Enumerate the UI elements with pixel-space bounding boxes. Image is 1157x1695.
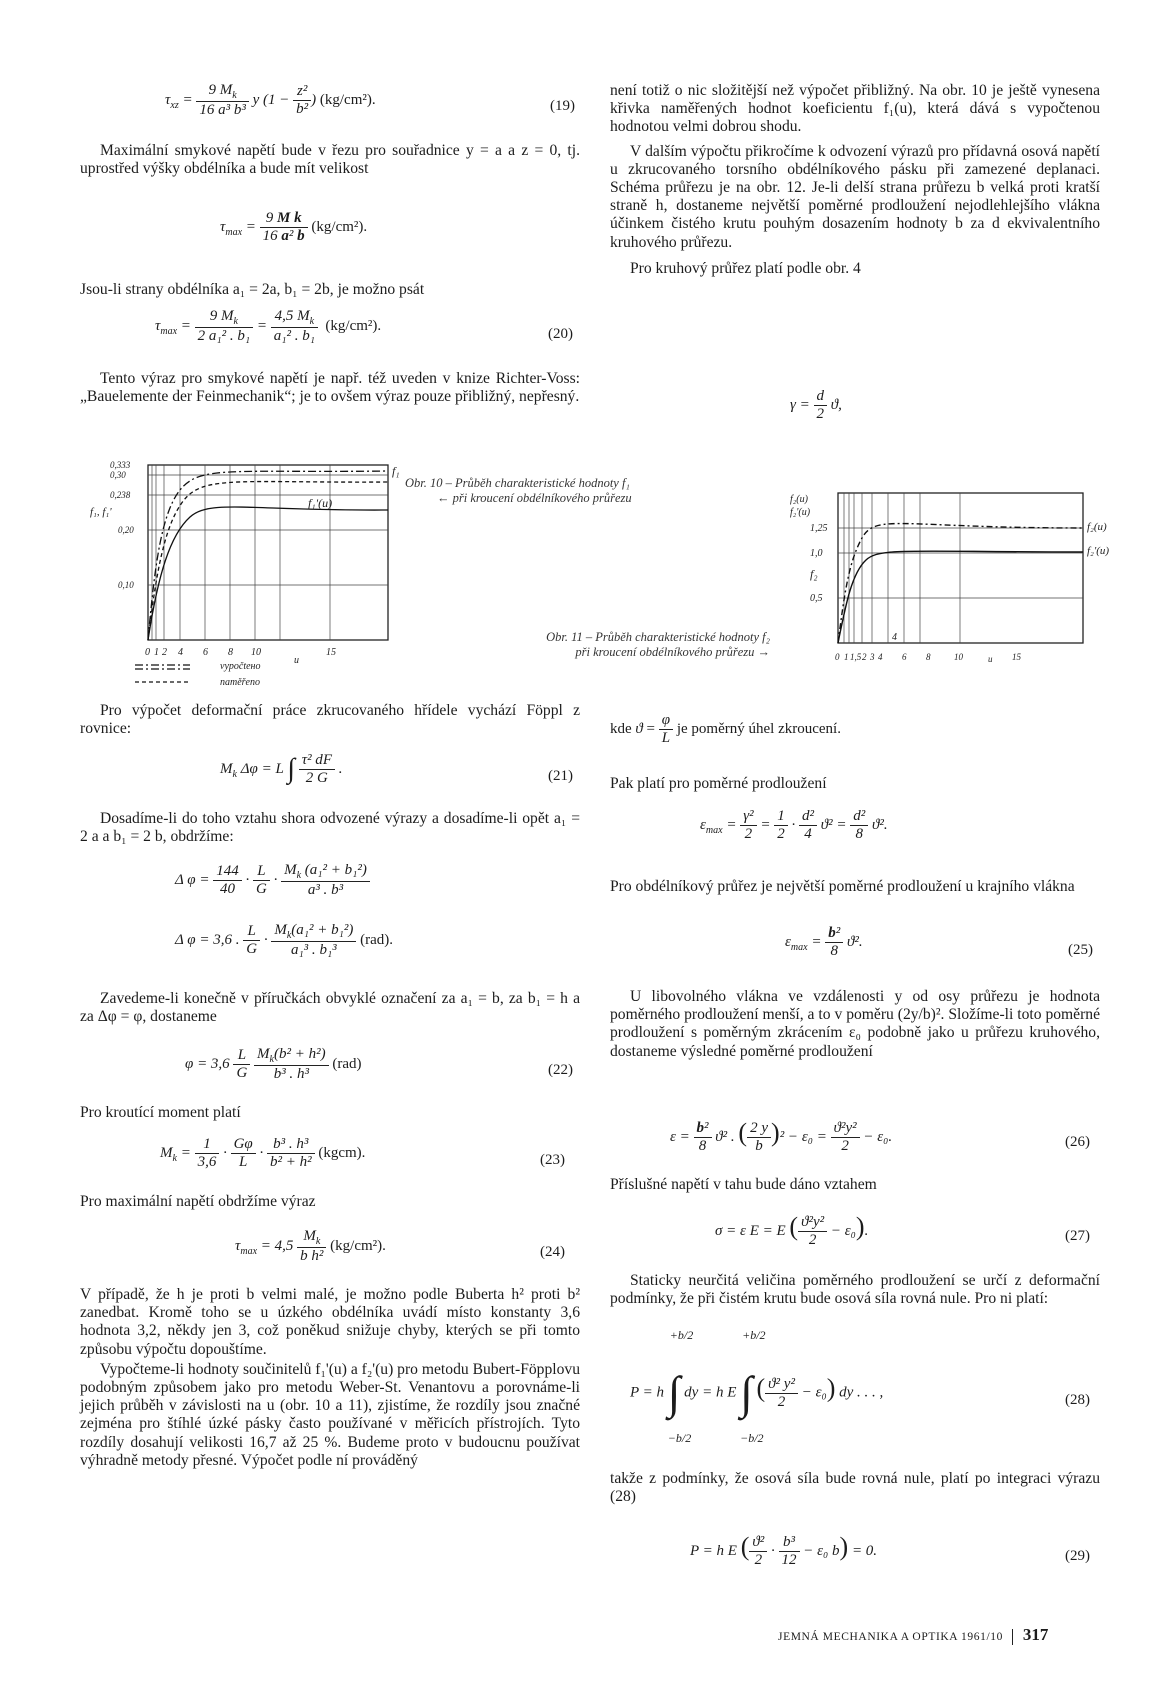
fig10-y-ticks: [110, 460, 134, 590]
equation-emax-1: $\varepsilon_{max}$ = $\frac{\text{γ²}}{2}$ = $\frac{1}{2}$ · $\frac{\text{d²}}{4}$ ϑ² = $\frac{\text{d²}}{8}$ ϑ².: [700, 808, 888, 842]
fig11-xtick-10: 10: [954, 652, 963, 662]
equation-number-25: (25): [1068, 942, 1093, 958]
fig11-label-a: f₂(u): [1087, 521, 1107, 533]
equation-22: φ = 3,6 $\frac{L}{G}$ $\frac{M_k(b^2 + h^2)}{\text{b³ . h³}}$ (rad): [185, 1046, 362, 1082]
fig10-legend-calculated: vypočtено: [220, 661, 261, 672]
equation-number-19: (19): [550, 98, 575, 114]
left-top-paragraph-2: Jsou-li strany obdélníka a₁ = 2a, b₁ = 2b, je možno psát: [80, 281, 425, 298]
fig10-xtick-15: 15: [326, 647, 336, 658]
equation-number-21: (21): [548, 768, 573, 784]
equation-number-22: (22): [548, 1062, 573, 1078]
left-top-paragraph-1: Maximální smykové napětí bude v řezu pro souřadnice y = a a z = 0, tj. uprostřed výšky obdélníka a bude mít velikost: [80, 142, 580, 178]
equation-28: P = h +b/2 ∫ −b/2 dy = h E +b/2 ∫ −b/2 ( $\frac{\text{ϑ² y²}}{2}$ − ε₀) dy . . . ,: [630, 1328, 884, 1445]
fig10-xtick-2: 2: [162, 647, 167, 658]
fig10-xtick-10: 10: [251, 647, 261, 658]
left-bottom-paragraph-4: Pro kroutící moment platí: [80, 1104, 241, 1121]
right-bottom-paragraph-2: Pak platí pro poměrné prodloužení: [610, 775, 827, 792]
fig10-frame: [148, 465, 388, 640]
right-bottom-paragraph-6: Staticky neurčitá veličina poměrného prodloužení se určí z deformační podmínky, že při čistém krutu bude osová síla rovná nule. Pro ni platí:: [610, 1272, 1100, 1308]
fig11-marker-4: 4: [892, 632, 897, 643]
equation-20: $\tau_{max}$ = $\frac{9 M_k}{\text{2 a₁² . b₁}}$ = $\frac{4,5 M_k}{\text{a₁² . b₁}}$ (kg/cm²).: [155, 308, 382, 344]
figure-10-caption: Obr. 10 – Průběh charakteristické hodnoty f₁ ← při kroucení obdélníkového průřezu: [405, 476, 632, 505]
fig11-xlabel: u: [988, 654, 993, 664]
figure-11-chart: [780, 488, 1125, 668]
fig10-legend: [135, 661, 261, 688]
equation-delta-phi-2: Δ φ = 3,6 . $\frac{L}{G}$ · $\frac{M_k(a_1^2 + b_1^2)}{\text{a₁³ . b₁³}}$ (rad).: [175, 922, 393, 958]
left-top-paragraph-3: Tento výraz pro smykové napětí je např. též uveden v knize Richter-Voss: „Bauelemente der Feinmechanik“; je to ovšem výraz pouze přibližný, nepřesný.: [80, 370, 580, 406]
equation-tmax: $\tau_{max}$ = $\frac{\text{9 M k}}{\text{16 a² b}}$ (kg/cm²).: [220, 210, 368, 244]
fig11-xtick-4: 4: [878, 652, 883, 662]
right-top-text: není totiž o nic složitější než výpočet přibližný. Na obr. 10 je ještě vynesena křivka naměřených hodnot koeficientu f₁(u), která dává s vypočtenou hodnotou velmi dobrou shodu. V dalším výpočtu přikročíme k odvození výrazů pro přídavná osová napětí u zkrucovaného torsního obdélníkového pásku při zamezené deplanaci. Schéma průřezu je na obr. 12. Je-li delší strana průřezu b velká proti kratší straně h, dostaneme největší poměrné prodloužení nejodlehlejšího vlákna účinkem čistého krutu pouhým dosazením hodnoty b za d ekvivalentního kruhového průřezu. Pro kruhový průřez platí podle obr. 4: [610, 82, 1100, 277]
left-bottom-paragraph-1: Pro výpočet deformační práce zkrucovaného hřídele vychází Föppl z rovnice:: [80, 702, 580, 738]
equation-number-20: (20): [548, 326, 573, 342]
equation-23: $M_k$ = $\frac{1}{3,6}$ · $\frac{G\varphi}{L}$ · $\frac{\text{b³ . h³}}{\text{b² + h²}}$ (kgcm).: [160, 1136, 366, 1170]
fig11-xtick-15: 15: [1012, 652, 1021, 662]
equation-29: P = h E ( $\frac{\text{ϑ²}}{2}$ · $\frac{\text{b³}}{12}$ − ε₀ b) = 0.: [690, 1532, 878, 1569]
right-bottom-paragraph-4: U libovolného vlákna ve vzdálenosti y od osy průřezu je hodnota poměrného prodloužení menší, a to v poměru (2y/b)². Složíme-li toto poměrné prodloužení s poměrným zkrácením ε₀ podobně jako u průřezu kruhového, dostaneme výsledné poměrné prodloužení: [610, 988, 1100, 1060]
left-bottom-paragraph-6: V případě, že h je proti b velmi malé, je možno podle Buberta h² proti b² zanedbat. Kromě toho se u úzkého obdélníka uvádí místo konstanty 3,6 hodnota 3,2, někdy jen 3, což poněkud snižuje chyby, kterých se při tomto způsobu výpočtu dopouštíme. Vypočteme-li hodnoty součinitelů f₁'(u) a f₂'(u) pro metodu Bubert-Föpplovu podobným způsobem jako pro metodu Weber-St. Venantovu a porovnáme-li jejich průběh v závislosti na u (obr. 10 a 11), zjistíme, že rozdíly jsou značné zejména pro štíhlé úzké pásky často používané v měřicích přístrojích. Tyto rozdíly dosahují velikosti 16,7 až 25 %. Budeme proto v budoucnu používat výhradně metody přesné. Výpočet podle ní prováděný: [80, 1286, 580, 1469]
fig11-xtick-8: 8: [926, 652, 931, 662]
fig10-curve-f1-calculated: [148, 471, 388, 640]
fig11-curve-f2p: [838, 551, 1083, 643]
fig11-xtick-3: 3: [870, 652, 875, 662]
right-bottom-paragraph-7: takže z podmínky, že osová síla bude rovná nule, platí po integraci výrazu (28): [610, 1470, 1100, 1506]
fig10-legend-measured: naměřeno: [220, 677, 260, 688]
footer-divider: [1012, 1629, 1013, 1645]
fig10-grid: [148, 465, 388, 640]
fig11-xtick-0: 0: [835, 652, 840, 662]
left-bottom-paragraph-2: Dosadíme-li do toho vztahu shora odvozené výrazy a dosadíme-li opět a₁ = 2 a a b₁ = 2 b, obdržíme:: [80, 810, 580, 846]
left-bottom-paragraph-3: Zavedeme-li konečně v příručkách obvyklé označení za a₁ = b, za b₁ = h a za Δφ = φ, dostaneme: [80, 990, 580, 1026]
fig10-xtick-6: 6: [203, 647, 208, 658]
equation-21: $M_k$ Δφ = L ∫ $\frac{\text{τ² dF}}{2 G}$ .: [220, 752, 343, 786]
figure-11-caption: Obr. 11 – Průběh charakteristické hodnoty f₂ při kroucení obdélníkového průřezu →: [546, 630, 770, 659]
left-bottom-paragraph-5: Pro maximální napětí obdržíme výraz: [80, 1193, 316, 1210]
fig10-curve-f1p: [148, 507, 388, 640]
fig11-ylabel-f2: f₂: [810, 567, 818, 581]
equation-number-23: (23): [540, 1152, 565, 1168]
equation-gamma: γ = $\frac{d}{2}$ ϑ,: [790, 388, 842, 422]
equation-19: $\tau_{xz}$ = $\frac{9 M_k}{\text{16 a³ b³}}$ y (1 − $\frac{\text{z²}}{\text{b²}}$ ) (kg/cm²).: [165, 82, 376, 118]
equation-24: $\tau_{max} = 4,5$ $\frac{M_k}{\text{b h²}}$ (kg/cm²).: [235, 1228, 386, 1264]
fig11-xtick-15a: 1,5: [850, 652, 862, 662]
fig11-label-b: f₂'(u): [1087, 545, 1110, 557]
equation-number-29: (29): [1065, 1548, 1090, 1564]
fig10-xtick-8: 8: [228, 647, 233, 658]
fig10-xlabel: u: [294, 655, 299, 666]
equation-number-27: (27): [1065, 1228, 1090, 1244]
fig10-xtick-0: 0: [145, 647, 150, 658]
fig11-xtick-2: 2: [862, 652, 867, 662]
fig10-curve-f1-measured: [148, 482, 388, 640]
equation-number-28: (28): [1065, 1392, 1090, 1408]
right-bottom-paragraph-5: Příslušné napětí v tahu bude dáno vztahem: [610, 1176, 877, 1193]
fig11-ytick-1: 1,25: [810, 523, 828, 534]
fig10-ytick-5: 0,10: [118, 580, 134, 590]
equation-26: ε = $\frac{\text{b²}}{8}$ ϑ² . ( $\frac{2 y}{b}$ )² − ε₀ = $\frac{\text{ϑ²y²}}{2}$ − ε₀.: [670, 1118, 893, 1155]
equation-delta-phi-1: Δ φ = $\frac{144}{40}$ · $\frac{L}{G}$ · $\frac{M_k (a_1^2 + b_1^2)}{\text{a³ . b³}}$: [175, 862, 370, 899]
footer-journal: JEMNÁ MECHANIKA A OPTIKA 1961/10: [778, 1631, 1003, 1643]
equation-number-24: (24): [540, 1244, 565, 1260]
fig11-xtick-6: 6: [902, 652, 907, 662]
fig10-curves: [148, 471, 388, 640]
fig10-label-f1: f₁: [392, 464, 400, 478]
fig10-ytick-4: 0,20: [118, 525, 134, 535]
fig11-curve-f2: [838, 524, 1083, 643]
equation-25: $\varepsilon_{max}$ = $\frac{\text{b²}}{8}$ ϑ².: [785, 925, 863, 959]
fig10-ytick-2: 0,30: [110, 470, 126, 480]
right-bottom-paragraph-3: Pro obdélníkový průřez je největší poměrné prodloužení u krajního vlákna: [610, 878, 1075, 895]
fig10-xtick-1: 1: [154, 647, 159, 658]
fig11-xtick-1: 1: [844, 652, 849, 662]
figure-10-chart: [80, 455, 400, 690]
equation-27: σ = ε E = E ( $\frac{\text{ϑ²y²}}{2}$ − ε₀).: [715, 1212, 869, 1249]
page-footer: [778, 1625, 1048, 1645]
fig11-ytick-2: 1,0: [810, 548, 823, 559]
fig10-ytick-3: 0,238: [110, 490, 131, 500]
fig10-label-f1p: f₁'(u): [308, 496, 333, 510]
fig10-ytick-1: 0,333: [110, 460, 131, 470]
equation-number-26: (26): [1065, 1134, 1090, 1150]
equation-theta-def: kde ϑ = $\frac{\varphi}{L}$ je poměrný úhel zkroucení.: [610, 712, 841, 746]
fig11-ytick-3: 0,5: [810, 593, 823, 604]
fig11-ylabel-top1: f₂(u): [790, 494, 808, 505]
fig11-ylabel-top2: f₂'(u): [790, 507, 811, 518]
footer-page-number: 317: [1022, 1625, 1049, 1644]
fig10-axis-label: f₁, f₁': [90, 506, 112, 518]
fig10-xtick-4: 4: [178, 647, 183, 658]
fig11-grid: [838, 493, 1083, 643]
